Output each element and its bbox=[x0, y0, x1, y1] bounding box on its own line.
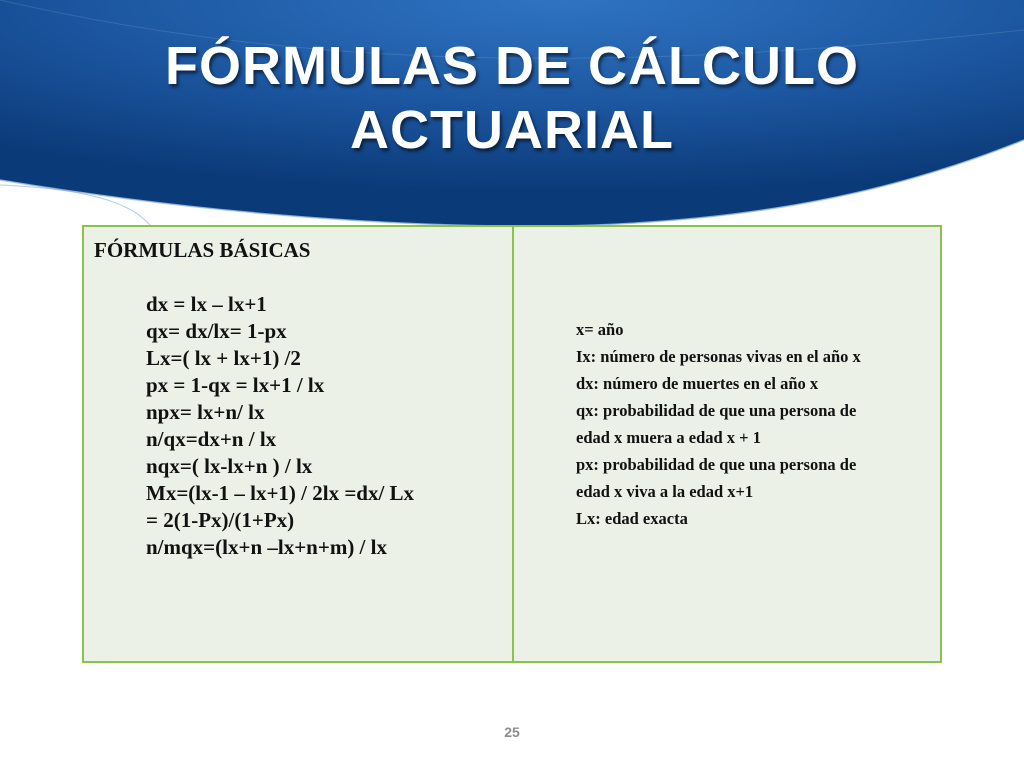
formula-line: n/mqx=(lx+n –lx+n+m) / lx bbox=[146, 535, 387, 559]
page-number: 25 bbox=[504, 724, 520, 740]
definition-line: Ix: número de personas vivas en el año x bbox=[576, 347, 861, 366]
formulas-cell bbox=[84, 227, 514, 661]
definition-line: dx: número de muertes en el año x bbox=[576, 374, 819, 393]
definitions-cell bbox=[514, 227, 940, 661]
formula-line: Mx=(lx-1 – lx+1) / 2lx =dx/ Lx bbox=[146, 481, 415, 505]
definition-line: Lx: edad exacta bbox=[576, 509, 688, 528]
slide-title bbox=[0, 34, 1024, 162]
formula-line: n/qx=dx+n / lx bbox=[146, 427, 277, 451]
definition-line: x= año bbox=[576, 320, 624, 339]
formula-line: qx= dx/lx= 1-px bbox=[146, 319, 287, 343]
formula-line: px = 1-qx = lx+1 / lx bbox=[146, 373, 325, 397]
formula-line: npx= lx+n/ lx bbox=[146, 400, 265, 424]
formulas-heading: FÓRMULAS BÁSICAS bbox=[94, 238, 311, 262]
formula-line: nqx=( lx-lx+n ) / lx bbox=[146, 454, 313, 478]
formulas-table bbox=[82, 225, 942, 663]
formula-line: = 2(1-Px)/(1+Px) bbox=[146, 508, 295, 532]
definition-line: edad x viva a la edad x+1 bbox=[576, 482, 754, 501]
formula-line: dx = lx – lx+1 bbox=[146, 292, 267, 316]
slide-title-line-2: ACTUARIAL bbox=[350, 100, 674, 160]
definition-line: edad x muera a edad x + 1 bbox=[576, 428, 761, 447]
definition-line: px: probabilidad de que una persona de bbox=[576, 455, 857, 474]
slide-title-line-1: FÓRMULAS DE CÁLCULO bbox=[165, 36, 859, 96]
formula-line: Lx=( lx + lx+1) /2 bbox=[146, 346, 301, 370]
definition-line: qx: probabilidad de que una persona de bbox=[576, 401, 857, 420]
